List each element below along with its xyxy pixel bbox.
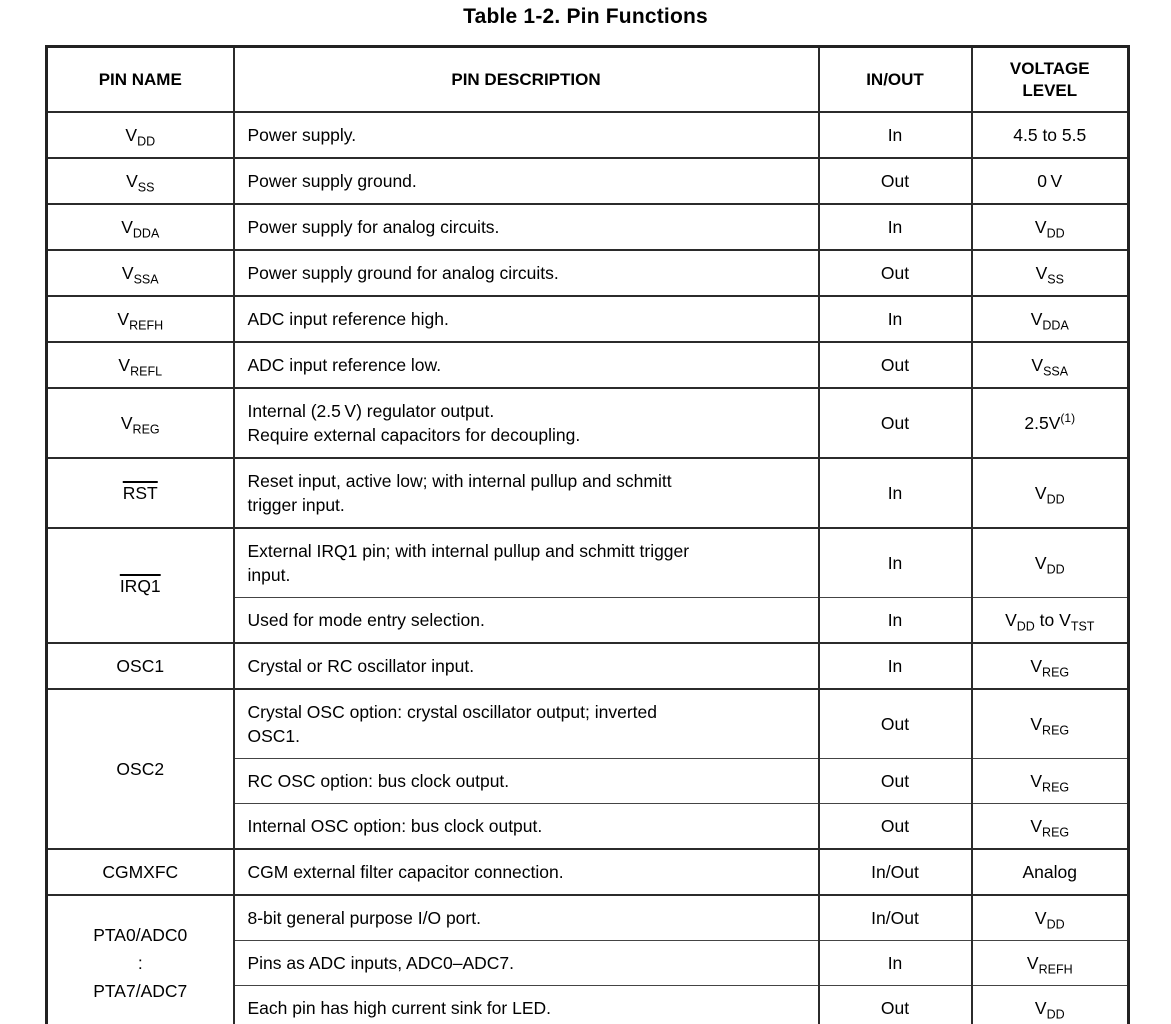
header-pin-name: PIN NAME bbox=[47, 47, 234, 113]
voltage-cell: $V_{DD}$ bbox=[972, 895, 1129, 941]
pin-description-cell: Power supply. bbox=[234, 112, 819, 158]
table-header-row bbox=[47, 47, 1129, 113]
header-voltage-level bbox=[972, 47, 1129, 113]
inout-cell: In bbox=[819, 643, 972, 689]
table-row bbox=[47, 158, 1129, 204]
table-row bbox=[47, 296, 1129, 342]
voltage-cell: $V_{DD}$ bbox=[972, 458, 1129, 528]
inout-cell: In bbox=[819, 528, 972, 598]
pin-name-cell: $V_{REFH}$ bbox=[47, 296, 234, 342]
voltage-cell: 0 V bbox=[972, 158, 1129, 204]
pin-description-cell: CGM external filter capacitor connection. bbox=[234, 849, 819, 895]
voltage-cell: $V_{REG}$ bbox=[972, 759, 1129, 804]
inout-cell: In bbox=[819, 941, 972, 986]
inout-cell: Out bbox=[819, 986, 972, 1024]
voltage-cell: $V_{SSA}$ bbox=[972, 342, 1129, 388]
pin-name-cell: $V_{DD}$ bbox=[47, 112, 234, 158]
voltage-cell: $V_{DDA}$ bbox=[972, 296, 1129, 342]
pin-name-cell: $\overline{RST}$ bbox=[47, 458, 234, 528]
table-row bbox=[47, 689, 1129, 759]
inout-cell: In/Out bbox=[819, 895, 972, 941]
pin-description-cell: External IRQ1 pin; with internal pullup and schmitt trigger input. bbox=[234, 528, 819, 598]
table-row bbox=[47, 528, 1129, 598]
voltage-cell: $2.5V^{(1)}$ bbox=[972, 388, 1129, 458]
table-row bbox=[47, 458, 1129, 528]
header-voltage-level-label: VOLTAGE LEVEL bbox=[1009, 58, 1090, 100]
pin-name-cell: OSC1 bbox=[47, 643, 234, 689]
voltage-cell: $V_{REG}$ bbox=[972, 643, 1129, 689]
pin-name-cell: OSC2 bbox=[47, 689, 234, 849]
voltage-cell: $V_{REG}$ bbox=[972, 804, 1129, 850]
inout-cell: Out bbox=[819, 342, 972, 388]
inout-cell: In bbox=[819, 598, 972, 644]
inout-cell: In bbox=[819, 296, 972, 342]
pin-name-cell: IRQ1 bbox=[47, 528, 234, 643]
header-in-out: IN/OUT bbox=[819, 47, 972, 113]
pin-name-cell: $V_{REG}$ bbox=[47, 388, 234, 458]
voltage-cell: $V_{SS}$ bbox=[972, 250, 1129, 296]
voltage-cell: $V_{DD}$ bbox=[972, 204, 1129, 250]
table-title: Table 1-2. Pin Functions bbox=[463, 5, 708, 28]
pin-description-cell: Power supply for analog circuits. bbox=[234, 204, 819, 250]
voltage-cell: $V_{REFH}$ bbox=[972, 941, 1129, 986]
voltage-cell: $V_{DD}$ to $V_{TST}$ bbox=[972, 598, 1129, 644]
voltage-cell: $V_{REG}$ bbox=[972, 689, 1129, 759]
table-row bbox=[47, 250, 1129, 296]
inout-cell: Out bbox=[819, 388, 972, 458]
pin-description-cell: 8-bit general purpose I/O port. bbox=[234, 895, 819, 941]
voltage-cell: 4.5 to 5.5 bbox=[972, 112, 1129, 158]
pin-description-cell: Crystal or RC oscillator input. bbox=[234, 643, 819, 689]
voltage-cell: $V_{DD}$ bbox=[972, 986, 1129, 1024]
pin-description-cell: Each pin has high current sink for LED. bbox=[234, 986, 819, 1024]
pin-description-cell: Used for mode entry selection. bbox=[234, 598, 819, 644]
pin-name-cell: CGMXFC bbox=[47, 849, 234, 895]
pin-functions-table bbox=[45, 45, 1130, 1024]
inout-cell: Out bbox=[819, 804, 972, 850]
table-row bbox=[47, 342, 1129, 388]
inout-cell: Out bbox=[819, 158, 972, 204]
table-row bbox=[47, 895, 1129, 941]
pin-name-cell: $V_{DDA}$ bbox=[47, 204, 234, 250]
inout-cell: Out bbox=[819, 250, 972, 296]
inout-cell: In bbox=[819, 458, 972, 528]
pin-description-cell: Internal OSC option: bus clock output. bbox=[234, 804, 819, 850]
table-row bbox=[47, 204, 1129, 250]
voltage-cell: Analog bbox=[972, 849, 1129, 895]
pin-name-cell: $V_{REFL}$ bbox=[47, 342, 234, 388]
pin-description-cell: ADC input reference low. bbox=[234, 342, 819, 388]
pin-description-cell: ADC input reference high. bbox=[234, 296, 819, 342]
pin-name-cell: PTA0/ADC0 : PTA7/ADC7 bbox=[47, 895, 234, 1024]
inout-cell: Out bbox=[819, 689, 972, 759]
inout-cell: Out bbox=[819, 759, 972, 804]
table-body bbox=[47, 112, 1129, 1024]
pin-name-cell: $V_{SSA}$ bbox=[47, 250, 234, 296]
pin-description-cell: RC OSC option: bus clock output. bbox=[234, 759, 819, 804]
inout-cell: In/Out bbox=[819, 849, 972, 895]
inout-cell: In bbox=[819, 204, 972, 250]
pin-name-cell: $V_{SS}$ bbox=[47, 158, 234, 204]
table-row bbox=[47, 849, 1129, 895]
pin-description-cell: Crystal OSC option: crystal oscillator output; inverted OSC1. bbox=[234, 689, 819, 759]
table-row bbox=[47, 643, 1129, 689]
inout-cell: In bbox=[819, 112, 972, 158]
pin-description-cell: Internal (2.5 V) regulator output. Require external capacitors for decoupling. bbox=[234, 388, 819, 458]
pin-description-cell: Power supply ground for analog circuits. bbox=[234, 250, 819, 296]
header-pin-description: PIN DESCRIPTION bbox=[234, 47, 819, 113]
table-row bbox=[47, 388, 1129, 458]
pin-description-cell: Reset input, active low; with internal pullup and schmitt trigger input. bbox=[234, 458, 819, 528]
pin-description-cell: Power supply ground. bbox=[234, 158, 819, 204]
table-row bbox=[47, 112, 1129, 158]
voltage-cell: $V_{DD}$ bbox=[972, 528, 1129, 598]
pin-description-cell: Pins as ADC inputs, ADC0–ADC7. bbox=[234, 941, 819, 986]
